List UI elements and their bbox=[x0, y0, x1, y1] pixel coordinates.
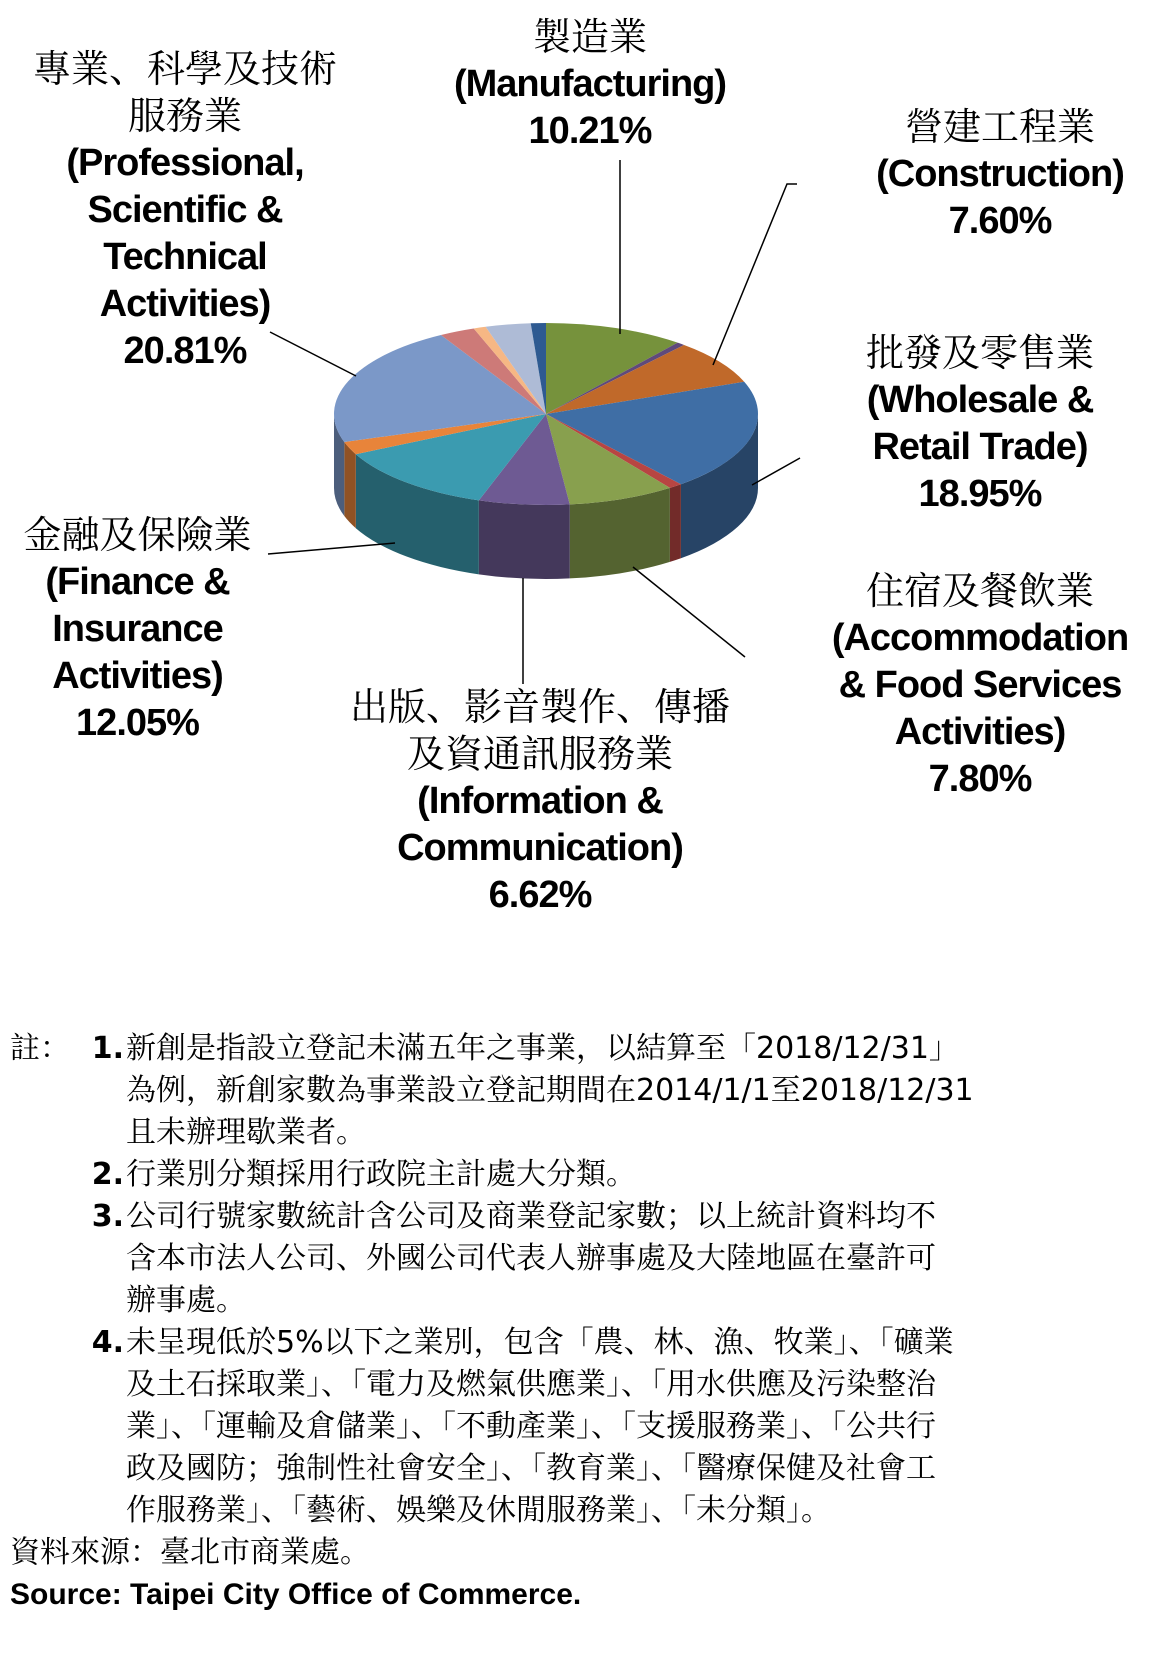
slice-label-en: (Information & bbox=[417, 780, 663, 822]
source-en: Source: Taipei City Office of Commerce. bbox=[10, 1578, 582, 1611]
slice-label-information bbox=[330, 684, 750, 919]
pie-slice-side-8 bbox=[344, 442, 356, 528]
note-text bbox=[126, 1154, 1160, 1196]
slice-label-en: Communication) bbox=[397, 827, 683, 869]
note-line: 行業別分類採用行政院主計處大分類。 bbox=[126, 1157, 636, 1192]
note-line: 公司行號家數統計含公司及商業登記家數；以上統計資料均不 bbox=[126, 1199, 936, 1234]
slice-label-zh: 金融及保險業 bbox=[23, 513, 252, 557]
slice-label-zh: 專業、科學及技術 bbox=[32, 47, 337, 91]
note-text bbox=[126, 1028, 1160, 1154]
slice-label-en: (Professional, bbox=[66, 142, 304, 184]
slice-label-pct: 10.21% bbox=[528, 110, 652, 152]
slice-label-pct: 7.60% bbox=[948, 200, 1052, 242]
notes-head: 註： bbox=[10, 1031, 70, 1066]
slice-label-construction bbox=[850, 104, 1150, 245]
slice-label-pct: 20.81% bbox=[123, 330, 247, 372]
slice-label-zh: 服務業 bbox=[127, 94, 242, 138]
slice-label-zh: 及資通訊服務業 bbox=[406, 732, 673, 776]
slice-label-professional bbox=[5, 46, 365, 375]
slice-label-en: Activities) bbox=[52, 655, 223, 697]
note-line: 業」、「運輸及倉儲業」、「不動產業」、「支援服務業」、「公共行 bbox=[126, 1409, 936, 1444]
note-line: 作服務業」、「藝術、娛樂及休閒服務業」、「未分類」。 bbox=[126, 1493, 831, 1528]
note-line: 及土石採取業」、「電力及燃氣供應業」、「用水供應及污染整治 bbox=[126, 1367, 936, 1402]
slice-label-en: (Accommodation bbox=[831, 617, 1129, 659]
pie-slice-side-4 bbox=[670, 484, 681, 562]
slice-label-zh: 住宿及餐飲業 bbox=[865, 569, 1094, 613]
note-number: 2. bbox=[91, 1157, 124, 1192]
slice-label-zh: 批發及零售業 bbox=[865, 331, 1094, 375]
source-zh: 資料來源：臺北市商業處。 bbox=[10, 1535, 370, 1570]
slice-label-zh: 出版、影音製作、傳播 bbox=[349, 685, 730, 729]
leader-line-1 bbox=[713, 184, 797, 365]
slice-label-pct: 6.62% bbox=[488, 874, 592, 916]
note-line: 未呈現低於5%以下之業別，包含「農、林、漁、牧業」、「礦業 bbox=[126, 1325, 954, 1360]
slice-label-zh: 營建工程業 bbox=[904, 105, 1095, 149]
slice-label-manufacturing bbox=[420, 14, 760, 155]
slice-label-en: & Food Services bbox=[838, 664, 1122, 706]
note-text bbox=[126, 1196, 1160, 1322]
slice-label-en: (Finance & bbox=[45, 561, 230, 603]
slice-label-en: Scientific & bbox=[87, 189, 283, 231]
note-item bbox=[10, 1322, 1160, 1532]
notes-section bbox=[10, 1028, 1160, 1616]
slice-label-en: (Manufacturing) bbox=[453, 63, 727, 105]
slice-label-en: (Construction) bbox=[876, 153, 1124, 195]
note-line: 新創是指設立登記未滿五年之事業，以結算至「2018/12/31」 bbox=[126, 1031, 959, 1066]
note-number: 3. bbox=[91, 1199, 124, 1234]
leader-line-3 bbox=[633, 567, 745, 657]
slice-label-zh: 製造業 bbox=[532, 15, 647, 59]
note-number: 4. bbox=[91, 1325, 124, 1360]
note-line: 政及國防；強制性社會安全」、「教育業」、「醫療保健及社會工 bbox=[126, 1451, 936, 1486]
slice-label-pct: 12.05% bbox=[76, 702, 199, 744]
slice-label-en: Insurance bbox=[52, 608, 223, 650]
slice-label-finance bbox=[0, 512, 275, 747]
slice-label-pct: 18.95% bbox=[918, 473, 1042, 515]
note-line: 且未辦理歇業者。 bbox=[126, 1115, 366, 1150]
pie-tops bbox=[334, 323, 758, 505]
note-number: 1. bbox=[91, 1031, 124, 1066]
slice-label-wholesale bbox=[830, 330, 1130, 518]
note-line: 含本市法人公司、外國公司代表人辦事處及大陸地區在臺許可 bbox=[126, 1241, 936, 1276]
slice-label-en: (Wholesale & bbox=[866, 379, 1094, 421]
slice-label-en: Activities) bbox=[99, 283, 271, 325]
slice-label-pct: 7.80% bbox=[928, 758, 1032, 800]
slice-label-en: Retail Trade) bbox=[872, 426, 1088, 468]
note-text bbox=[126, 1322, 1160, 1532]
note-item bbox=[10, 1196, 1160, 1322]
slice-label-accommodation bbox=[800, 568, 1160, 803]
leader-line-2 bbox=[752, 458, 800, 485]
note-item bbox=[10, 1028, 1160, 1154]
note-item bbox=[10, 1154, 1160, 1196]
note-line: 辦事處。 bbox=[126, 1283, 246, 1318]
slice-label-en: Technical bbox=[103, 236, 267, 278]
note-line: 為例，新創家數為事業設立登記期間在2014/1/1至2018/12/31 bbox=[126, 1073, 974, 1108]
pie-slice-side-6 bbox=[479, 500, 570, 579]
slice-label-en: Activities) bbox=[894, 711, 1066, 753]
leader-line-5 bbox=[268, 543, 395, 554]
